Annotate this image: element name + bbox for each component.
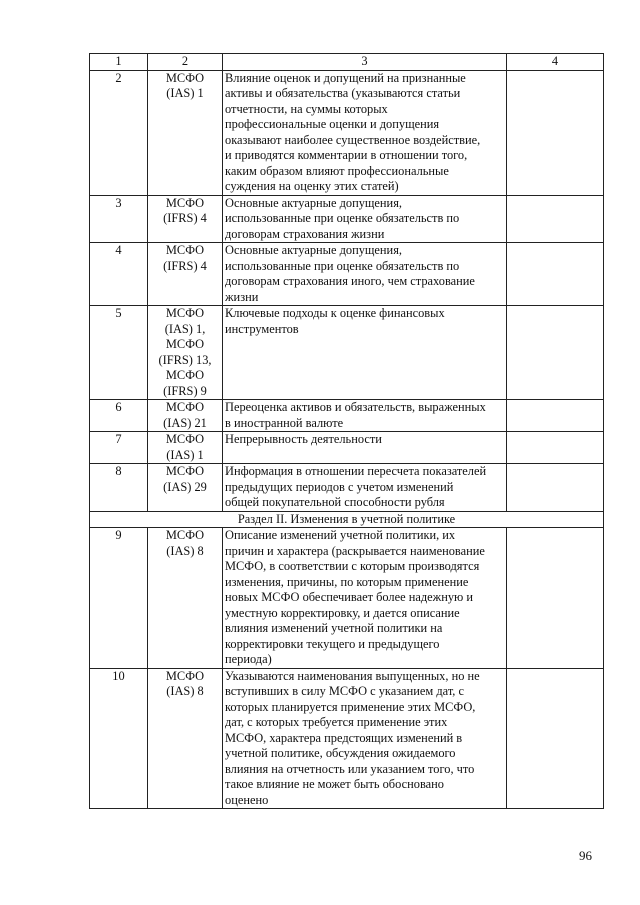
- column4-cell: [507, 668, 604, 809]
- table-row: [90, 432, 604, 464]
- column4-cell: [507, 528, 604, 669]
- row-number-cell: 6: [90, 400, 148, 432]
- table-header-row: [90, 54, 604, 71]
- column4-cell: [507, 432, 604, 464]
- description-cell: Влияние оценок и допущений на признанные активы и обязательства (указываются статьи отчетности, на суммы которых профессиональные оценки и допущения оказывают наиболее существенное воздействие, и приводятся комментарии в отношении того, каким образом влияют профессиональные суждения на оценку этих статей): [223, 70, 507, 195]
- table-row: [90, 528, 604, 669]
- column4-cell: [507, 70, 604, 195]
- section-row: [90, 511, 604, 528]
- row-number-cell: 4: [90, 243, 148, 306]
- row-number-cell: 9: [90, 528, 148, 669]
- row-number-cell: 5: [90, 306, 148, 400]
- standard-cell: МСФО (IAS) 29: [148, 464, 223, 512]
- column4-cell: [507, 243, 604, 306]
- column4-cell: [507, 464, 604, 512]
- standard-cell: МСФО (IAS) 8: [148, 528, 223, 669]
- page-number: 96: [579, 848, 592, 863]
- row-number-cell: 10: [90, 668, 148, 809]
- standard-cell: МСФО (IAS) 21: [148, 400, 223, 432]
- description-cell: Указываются наименования выпущенных, но не вступивших в силу МСФО с указанием дат, с которых планируется применение этих МСФО, дат, с которых требуется применение этих МСФО, характера предстоящих изменений в учетной политике, обсуждения ожидаемого влияния на отчетность или указанием того, что такое влияние не может быть обосновано оценено: [223, 668, 507, 809]
- description-cell: Ключевые подходы к оценке финансовых инструментов: [223, 306, 507, 400]
- standard-cell: МСФО (IAS) 1, МСФО (IFRS) 13, МСФО (IFRS) 9: [148, 306, 223, 400]
- standard-cell: МСФО (IAS) 8: [148, 668, 223, 809]
- row-number-cell: 8: [90, 464, 148, 512]
- disclosure-table: [89, 53, 604, 809]
- header-cell: 2: [148, 54, 223, 71]
- description-cell: Информация в отношении пересчета показателей предыдущих периодов с учетом изменений общей покупательной способности рубля: [223, 464, 507, 512]
- table-row: [90, 464, 604, 512]
- table-row: [90, 243, 604, 306]
- standard-cell: МСФО (IAS) 1: [148, 432, 223, 464]
- description-cell: Непрерывность деятельности: [223, 432, 507, 464]
- description-cell: Описание изменений учетной политики, их причин и характера (раскрывается наименование МСФО, в соответствии с которым производятся изменения, причины, по которым применение новых МСФО обеспечивает более надежную и уместную корректировку, и дается описание влияния изменений учетной политики на корректировки текущего и предыдущего периода): [223, 528, 507, 669]
- row-number-cell: 2: [90, 70, 148, 195]
- header-cell: 3: [223, 54, 507, 71]
- description-cell: Основные актуарные допущения, использованные при оценке обязательств по договорам страхования жизни: [223, 195, 507, 243]
- standard-cell: МСФО (IFRS) 4: [148, 243, 223, 306]
- row-number-cell: 7: [90, 432, 148, 464]
- table-row: [90, 195, 604, 243]
- column4-cell: [507, 400, 604, 432]
- header-cell: 4: [507, 54, 604, 71]
- table-row: [90, 306, 604, 400]
- description-cell: Основные актуарные допущения, использованные при оценке обязательств по договорам страхования иного, чем страхование жизни: [223, 243, 507, 306]
- table-row: [90, 70, 604, 195]
- table-row: [90, 668, 604, 809]
- description-cell: Переоценка активов и обязательств, выраженных в иностранной валюте: [223, 400, 507, 432]
- table-row: [90, 400, 604, 432]
- standard-cell: МСФО (IAS) 1: [148, 70, 223, 195]
- standard-cell: МСФО (IFRS) 4: [148, 195, 223, 243]
- column4-cell: [507, 195, 604, 243]
- section-title: Раздел II. Изменения в учетной политике: [90, 511, 604, 528]
- column4-cell: [507, 306, 604, 400]
- row-number-cell: 3: [90, 195, 148, 243]
- header-cell: 1: [90, 54, 148, 71]
